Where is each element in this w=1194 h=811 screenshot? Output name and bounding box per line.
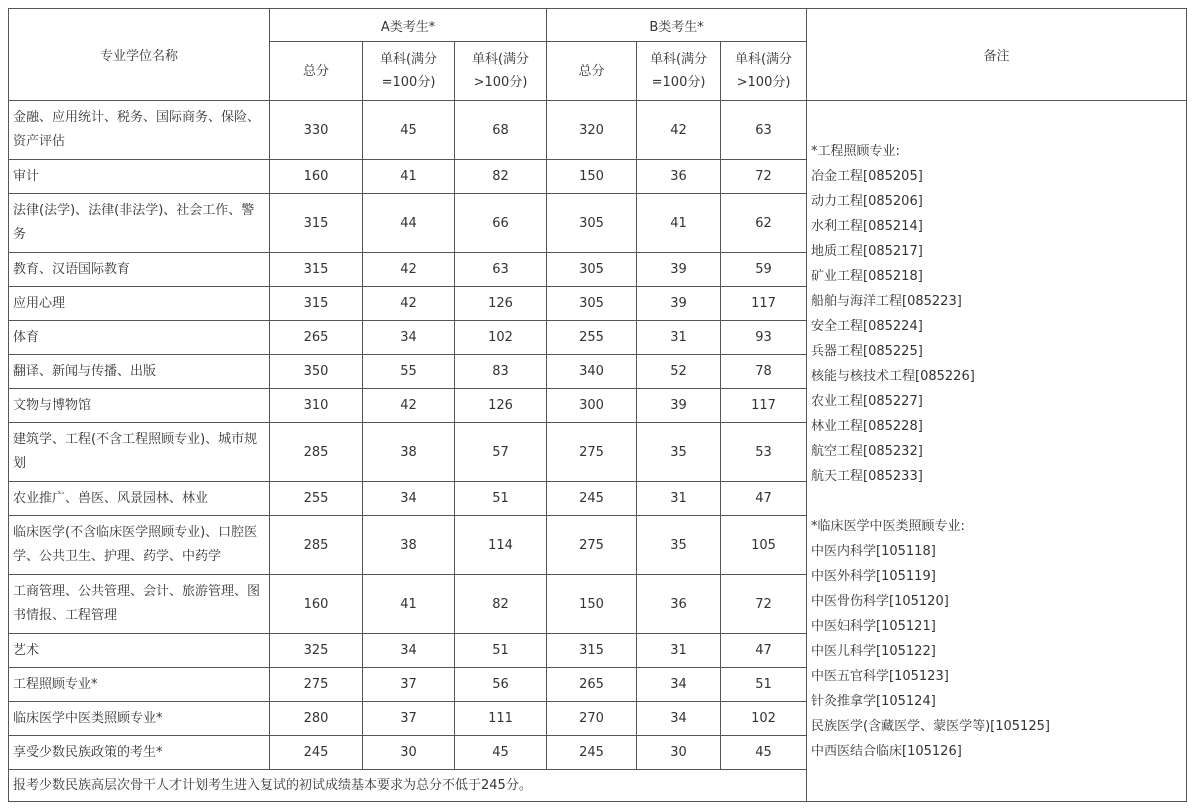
a-single-gt100-cell: 68	[455, 101, 547, 160]
a-single-gt100-cell: 111	[455, 702, 547, 736]
a-single-100-cell: 42	[363, 389, 455, 423]
b-total-cell: 305	[547, 287, 637, 321]
a-single-100-cell: 34	[363, 634, 455, 668]
a-total-cell: 325	[270, 634, 363, 668]
b-total-cell: 320	[547, 101, 637, 160]
b-single-gt100-cell: 62	[721, 194, 807, 253]
tcm-note-item: 中西医结合临床[105126]	[811, 743, 962, 759]
a-single-gt100-cell: 126	[455, 389, 547, 423]
b-single-100-cell: 34	[637, 668, 721, 702]
tcm-note-item: 中医儿科学[105122]	[811, 643, 936, 659]
group-a-header: A类考生*	[270, 9, 547, 42]
a-total-cell: 315	[270, 287, 363, 321]
engineering-note-item: 矿业工程[085218]	[811, 268, 923, 284]
a-single-100-cell: 34	[363, 321, 455, 355]
major-name: 金融、应用统计、税务、国际商务、保险、资产评估	[9, 101, 270, 160]
a-single-100-cell: 45	[363, 101, 455, 160]
a-total-cell: 310	[270, 389, 363, 423]
engineering-note-item: 船舶与海洋工程[085223]	[811, 293, 962, 309]
a-total-header: 总分	[270, 42, 363, 101]
a-total-cell: 330	[270, 101, 363, 160]
b-total-cell: 275	[547, 516, 637, 575]
b-single-100-cell: 39	[637, 389, 721, 423]
major-name: 应用心理	[9, 287, 270, 321]
major-name: 农业推广、兽医、风景园林、林业	[9, 482, 270, 516]
major-name: 审计	[9, 160, 270, 194]
b-single-gt100-cell: 63	[721, 101, 807, 160]
a-single-gt100-header: 单科(满分 >100分)	[455, 42, 547, 101]
tcm-notes-title: *临床医学中医类照顾专业:	[811, 518, 965, 534]
b-total-cell: 255	[547, 321, 637, 355]
engineering-note-item: 航天工程[085233]	[811, 468, 923, 484]
engineering-note-item: 兵器工程[085225]	[811, 343, 923, 359]
b-single-100-cell: 52	[637, 355, 721, 389]
b-single-100-cell: 36	[637, 160, 721, 194]
b-single-100-cell: 36	[637, 575, 721, 634]
b-single-100-cell: 31	[637, 482, 721, 516]
b-single-gt100-cell: 102	[721, 702, 807, 736]
a-single-gt100-cell: 45	[455, 736, 547, 770]
b-total-cell: 275	[547, 423, 637, 482]
notes-cell	[807, 101, 1187, 802]
b-total-header: 总分	[547, 42, 637, 101]
b-single-100-cell: 42	[637, 101, 721, 160]
b-single-gt100-cell: 117	[721, 287, 807, 321]
tcm-note-item: 中医妇科学[105121]	[811, 618, 936, 634]
a-single-gt100-cell: 126	[455, 287, 547, 321]
major-name: 工商管理、公共管理、会计、旅游管理、图书情报、工程管理	[9, 575, 270, 634]
major-header: 专业学位名称	[9, 9, 270, 101]
b-single-gt100-cell: 53	[721, 423, 807, 482]
engineering-note-item: 安全工程[085224]	[811, 318, 923, 334]
a-single-100-cell: 38	[363, 516, 455, 575]
a-single-gt100-cell: 82	[455, 575, 547, 634]
a-single-100-cell: 41	[363, 575, 455, 634]
b-total-cell: 245	[547, 736, 637, 770]
b-single-100-cell: 31	[637, 634, 721, 668]
b-total-cell: 300	[547, 389, 637, 423]
a-total-cell: 255	[270, 482, 363, 516]
tcm-note-item: 中医骨伤科学[105120]	[811, 593, 949, 609]
tcm-note-item: 中医外科学[105119]	[811, 568, 936, 584]
a-single-100-cell: 37	[363, 668, 455, 702]
a-single-100-cell: 42	[363, 287, 455, 321]
footer-note: 报考少数民族高层次骨干人才计划考生进入复试的初试成绩基本要求为总分不低于245分。	[9, 770, 807, 802]
a-total-cell: 265	[270, 321, 363, 355]
a-total-cell: 160	[270, 575, 363, 634]
a-single-gt100-cell: 66	[455, 194, 547, 253]
b-single-100-cell: 41	[637, 194, 721, 253]
b-single-gt100-cell: 51	[721, 668, 807, 702]
group-b-header: B类考生*	[547, 9, 807, 42]
major-name: 临床医学中医类照顾专业*	[9, 702, 270, 736]
table-row	[9, 101, 1187, 160]
major-name: 法律(法学)、法律(非法学)、社会工作、警务	[9, 194, 270, 253]
a-total-cell: 245	[270, 736, 363, 770]
engineering-note-item: 林业工程[085228]	[811, 418, 923, 434]
a-single-gt100-cell: 82	[455, 160, 547, 194]
b-single-100-cell: 39	[637, 287, 721, 321]
b-single-gt100-cell: 117	[721, 389, 807, 423]
a-single-gt100-cell: 51	[455, 634, 547, 668]
b-single-gt100-header: 单科(满分 >100分)	[721, 42, 807, 101]
a-single-100-header: 单科(满分 =100分)	[363, 42, 455, 101]
b-total-cell: 305	[547, 194, 637, 253]
a-total-cell: 160	[270, 160, 363, 194]
b-single-gt100-cell: 72	[721, 575, 807, 634]
a-single-100-cell: 37	[363, 702, 455, 736]
a-total-cell: 275	[270, 668, 363, 702]
a-single-100-cell: 34	[363, 482, 455, 516]
b-single-100-cell: 35	[637, 423, 721, 482]
major-name: 体育	[9, 321, 270, 355]
b-single-100-cell: 30	[637, 736, 721, 770]
major-name: 工程照顾专业*	[9, 668, 270, 702]
b-total-cell: 270	[547, 702, 637, 736]
a-single-gt100-cell: 63	[455, 253, 547, 287]
a-total-cell: 285	[270, 516, 363, 575]
notes-header: 备注	[807, 9, 1187, 101]
b-total-cell: 245	[547, 482, 637, 516]
b-single-100-cell: 34	[637, 702, 721, 736]
b-total-cell: 265	[547, 668, 637, 702]
a-single-gt100-cell: 102	[455, 321, 547, 355]
b-single-gt100-cell: 59	[721, 253, 807, 287]
a-single-gt100-cell: 83	[455, 355, 547, 389]
tcm-note-item: 中医内科学[105118]	[811, 543, 936, 559]
tcm-note-item: 民族医学(含藏医学、蒙医学等)[105125]	[811, 718, 1050, 734]
a-total-cell: 285	[270, 423, 363, 482]
b-single-gt100-cell: 93	[721, 321, 807, 355]
b-single-gt100-cell: 47	[721, 482, 807, 516]
engineering-notes-title: *工程照顾专业:	[811, 143, 900, 159]
a-single-gt100-cell: 57	[455, 423, 547, 482]
b-single-gt100-cell: 47	[721, 634, 807, 668]
major-name: 翻译、新闻与传播、出版	[9, 355, 270, 389]
a-single-100-cell: 44	[363, 194, 455, 253]
engineering-note-item: 冶金工程[085205]	[811, 168, 923, 184]
b-single-gt100-cell: 72	[721, 160, 807, 194]
a-single-gt100-cell: 114	[455, 516, 547, 575]
b-single-100-cell: 35	[637, 516, 721, 575]
tcm-note-item: 针灸推拿学[105124]	[811, 693, 936, 709]
a-total-cell: 315	[270, 253, 363, 287]
b-total-cell: 150	[547, 575, 637, 634]
a-single-100-cell: 38	[363, 423, 455, 482]
a-single-gt100-cell: 51	[455, 482, 547, 516]
a-single-100-cell: 42	[363, 253, 455, 287]
a-single-gt100-cell: 56	[455, 668, 547, 702]
b-total-cell: 150	[547, 160, 637, 194]
engineering-note-item: 农业工程[085227]	[811, 393, 923, 409]
b-total-cell: 305	[547, 253, 637, 287]
b-total-cell: 340	[547, 355, 637, 389]
major-name: 临床医学(不含临床医学照顾专业)、口腔医学、公共卫生、护理、药学、中药学	[9, 516, 270, 575]
b-single-100-cell: 31	[637, 321, 721, 355]
major-name: 建筑学、工程(不含工程照顾专业)、城市规划	[9, 423, 270, 482]
b-single-gt100-cell: 105	[721, 516, 807, 575]
a-single-100-cell: 30	[363, 736, 455, 770]
score-requirements-table	[8, 8, 1187, 802]
engineering-note-item: 动力工程[085206]	[811, 193, 923, 209]
b-single-100-cell: 39	[637, 253, 721, 287]
major-name: 享受少数民族政策的考生*	[9, 736, 270, 770]
a-total-cell: 350	[270, 355, 363, 389]
engineering-note-item: 水利工程[085214]	[811, 218, 923, 234]
a-total-cell: 280	[270, 702, 363, 736]
a-total-cell: 315	[270, 194, 363, 253]
engineering-note-item: 地质工程[085217]	[811, 243, 923, 259]
b-single-gt100-cell: 45	[721, 736, 807, 770]
notes-spacer	[811, 489, 1182, 514]
a-single-100-cell: 41	[363, 160, 455, 194]
major-name: 教育、汉语国际教育	[9, 253, 270, 287]
b-single-gt100-cell: 78	[721, 355, 807, 389]
engineering-note-item: 核能与核技术工程[085226]	[811, 368, 975, 384]
major-name: 艺术	[9, 634, 270, 668]
b-total-cell: 315	[547, 634, 637, 668]
b-single-100-header: 单科(满分 =100分)	[637, 42, 721, 101]
engineering-note-item: 航空工程[085232]	[811, 443, 923, 459]
a-single-100-cell: 55	[363, 355, 455, 389]
tcm-note-item: 中医五官科学[105123]	[811, 668, 949, 684]
major-name: 文物与博物馆	[9, 389, 270, 423]
